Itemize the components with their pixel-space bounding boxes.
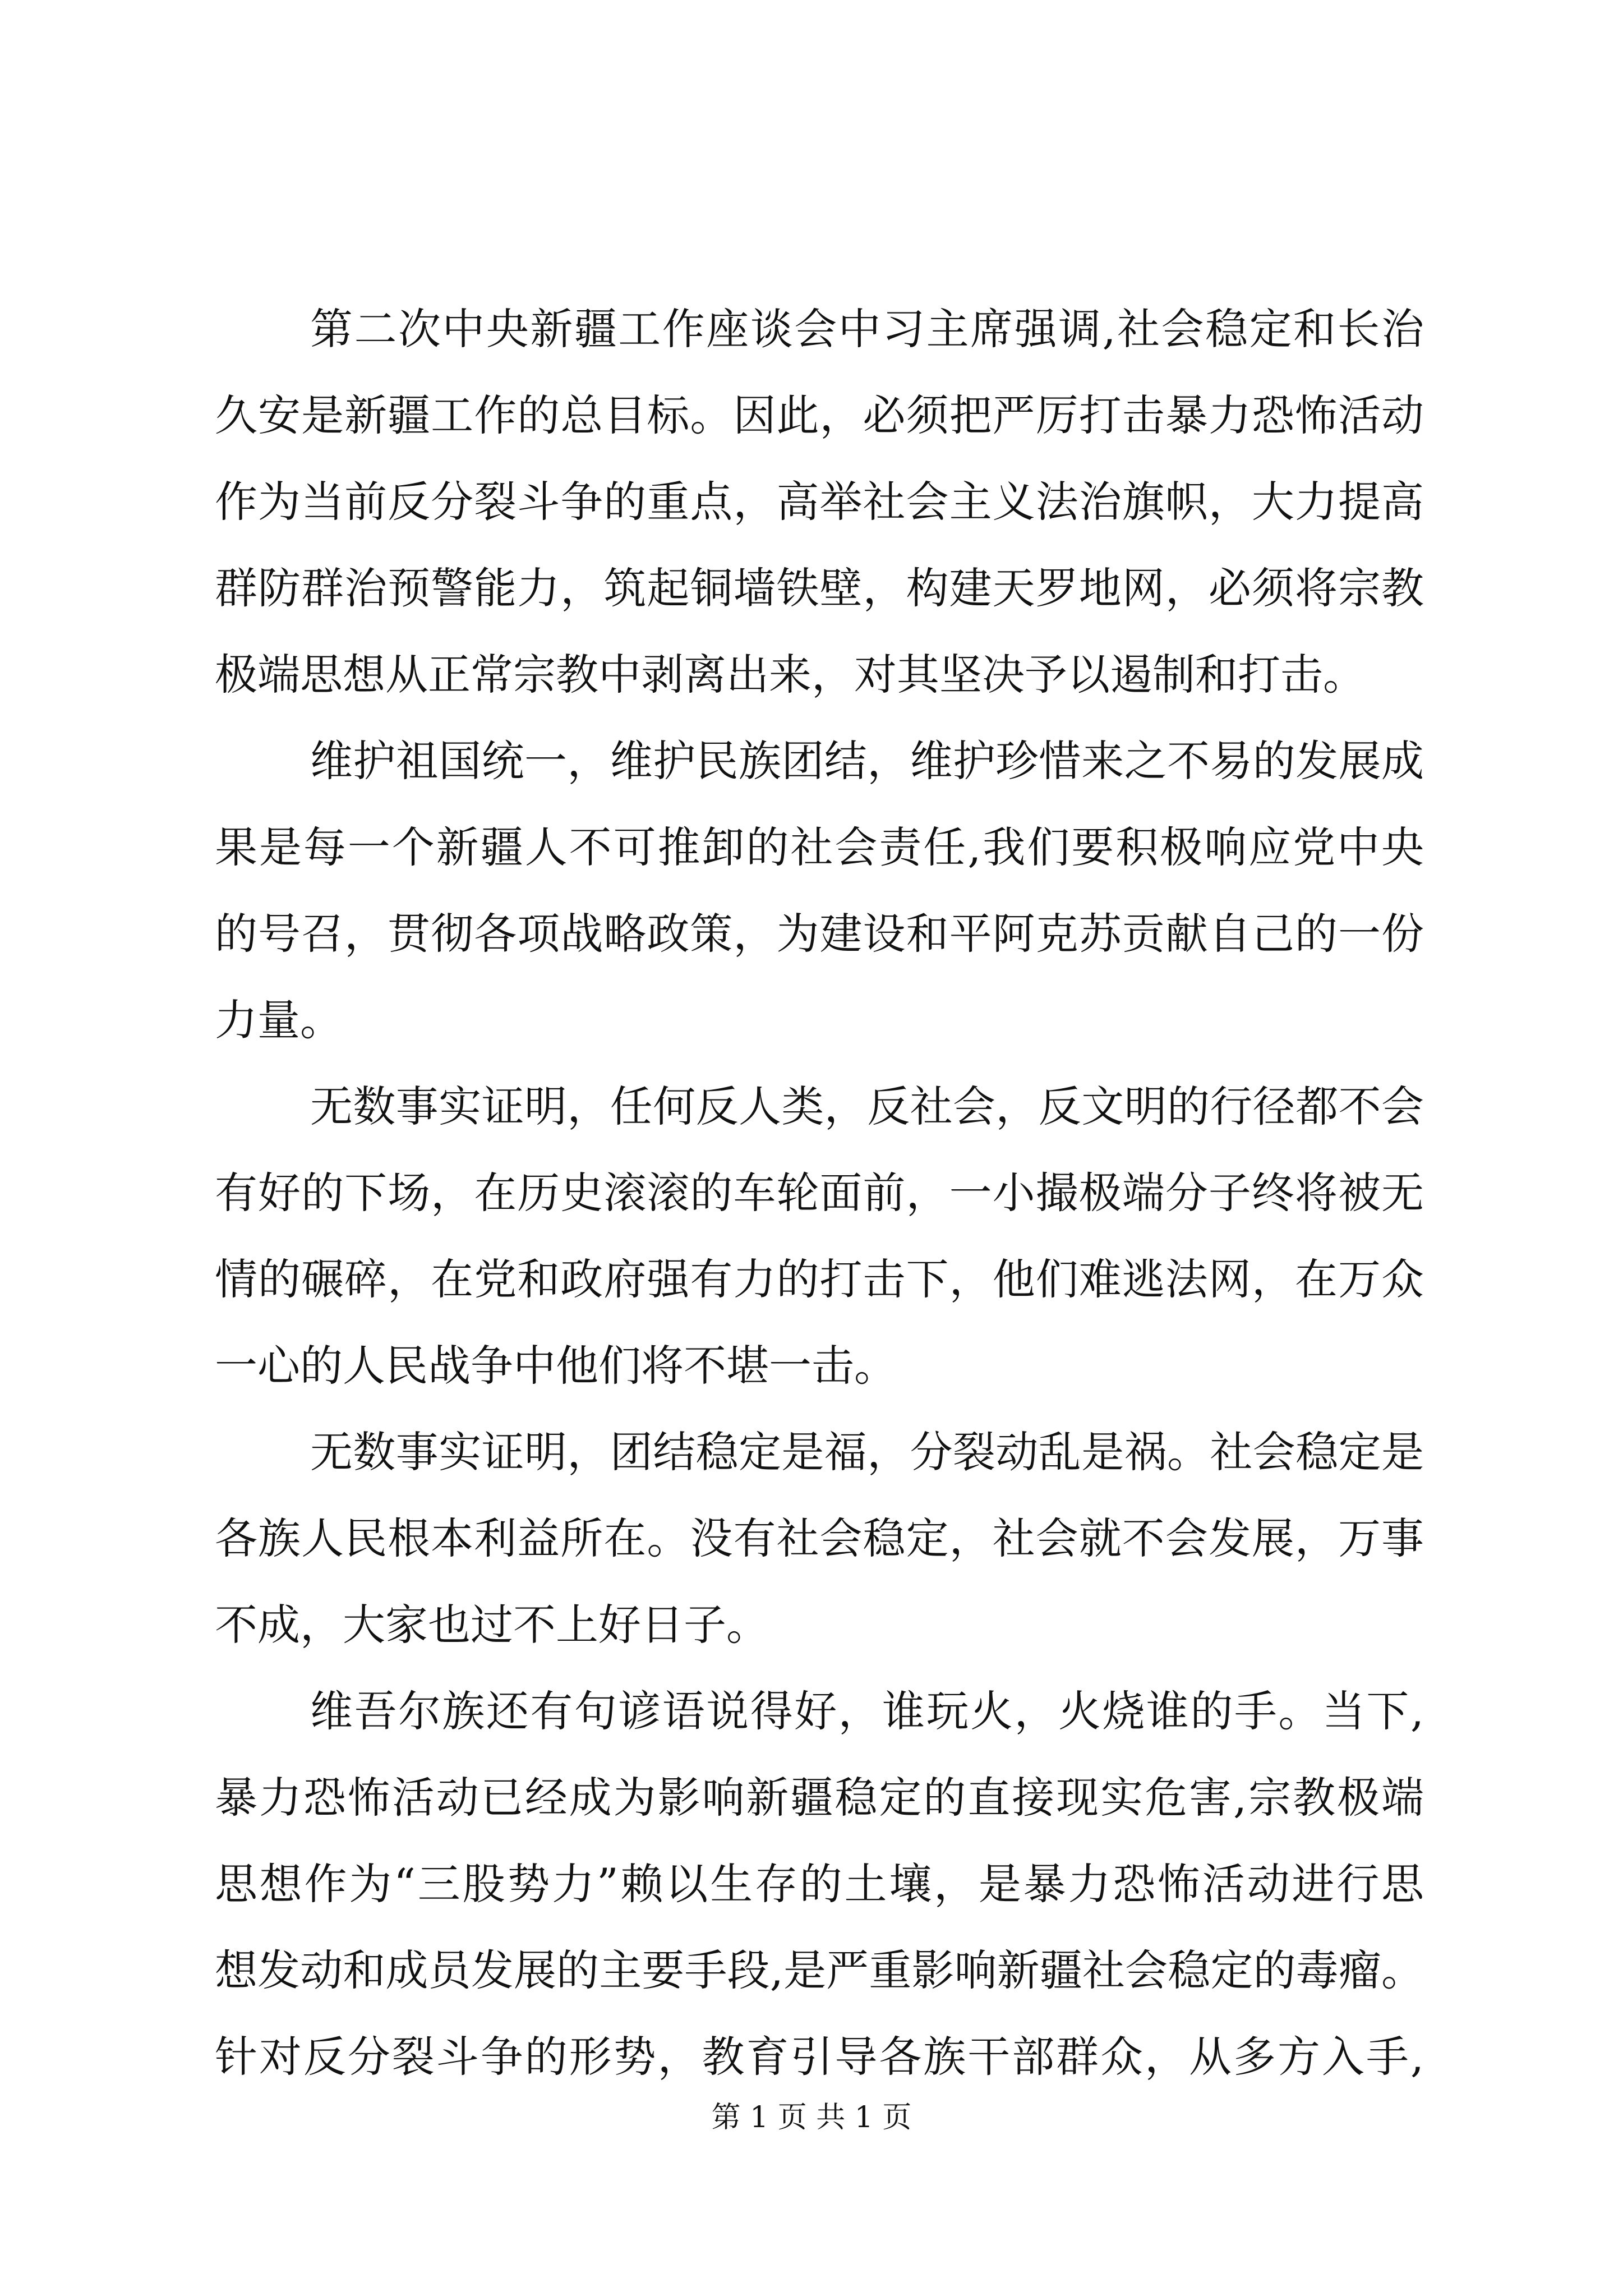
paragraph-1 (215, 286, 1424, 718)
paragraph-3 (215, 1064, 1424, 1409)
text-line: 不成，大家也过不上好日子。 (215, 1600, 769, 1650)
paragraph-2 (215, 718, 1424, 1064)
document-body (215, 286, 1424, 2100)
text-line: 力量。 (215, 995, 343, 1045)
paragraph-5 (215, 1668, 1424, 2100)
text-line: 第二次中央新疆工作座谈会中习主席强调,社会稳定和长治 (310, 304, 1424, 354)
text-line: 一心的人民战争中他们将不堪一击。 (215, 1341, 897, 1391)
text-line: 各族人民根本利益所在。没有社会稳定，社会就不会发展，万事 (215, 1513, 1424, 1563)
text-line: 果是每一个新疆人不可推卸的社会责任,我们要积极响应党中央 (215, 822, 1424, 872)
text-line: 极端思想从正常宗教中剥离出来，对其坚决予以遏制和打击。 (215, 650, 1366, 700)
text-line: 想发动和成员发展的主要手段,是严重影响新疆社会稳定的毒瘤。 (215, 1945, 1424, 1995)
text-line: 作为当前反分裂斗争的重点，高举社会主义法治旗帜，大力提高 (215, 477, 1424, 527)
page-number-footer: 第 1 页 共 1 页 (711, 2101, 912, 2134)
text-line: 群防群治预警能力，筑起铜墙铁壁，构建天罗地网，必须将宗教 (215, 563, 1424, 613)
text-line: 情的碾碎，在党和政府强有力的打击下，他们难逃法网，在万众 (215, 1254, 1424, 1304)
text-line: 久安是新疆工作的总目标。因此，必须把严厉打击暴力恐怖活动 (215, 390, 1424, 440)
text-line: 无数事实证明，团结稳定是福，分裂动乱是祸。社会稳定是 (310, 1427, 1424, 1477)
text-line: 维吾尔族还有句谚语说得好，谁玩火，火烧谁的手。当下, (310, 1686, 1424, 1736)
text-line: 暴力恐怖活动已经成为影响新疆稳定的直接现实危害,宗教极端 (215, 1773, 1424, 1823)
text-line: 维护祖国统一，维护民族团结，维护珍惜来之不易的发展成 (310, 736, 1424, 786)
text-line: 有好的下场，在历史滚滚的车轮面前，一小撮极端分子终将被无 (215, 1168, 1424, 1218)
text-line: 的号召，贯彻各项战略政策，为建设和平阿克苏贡献自己的一份 (215, 909, 1424, 959)
text-line: 无数事实证明，任何反人类，反社会，反文明的行径都不会 (310, 1082, 1424, 1131)
text-line: 思想作为“三股势力”赖以生存的土壤，是暴力恐怖活动进行思 (215, 1859, 1424, 1909)
paragraph-4 (215, 1409, 1424, 1668)
text-line: 针对反分裂斗争的形势，教育引导各族干部群众，从多方入手, (215, 2032, 1424, 2082)
